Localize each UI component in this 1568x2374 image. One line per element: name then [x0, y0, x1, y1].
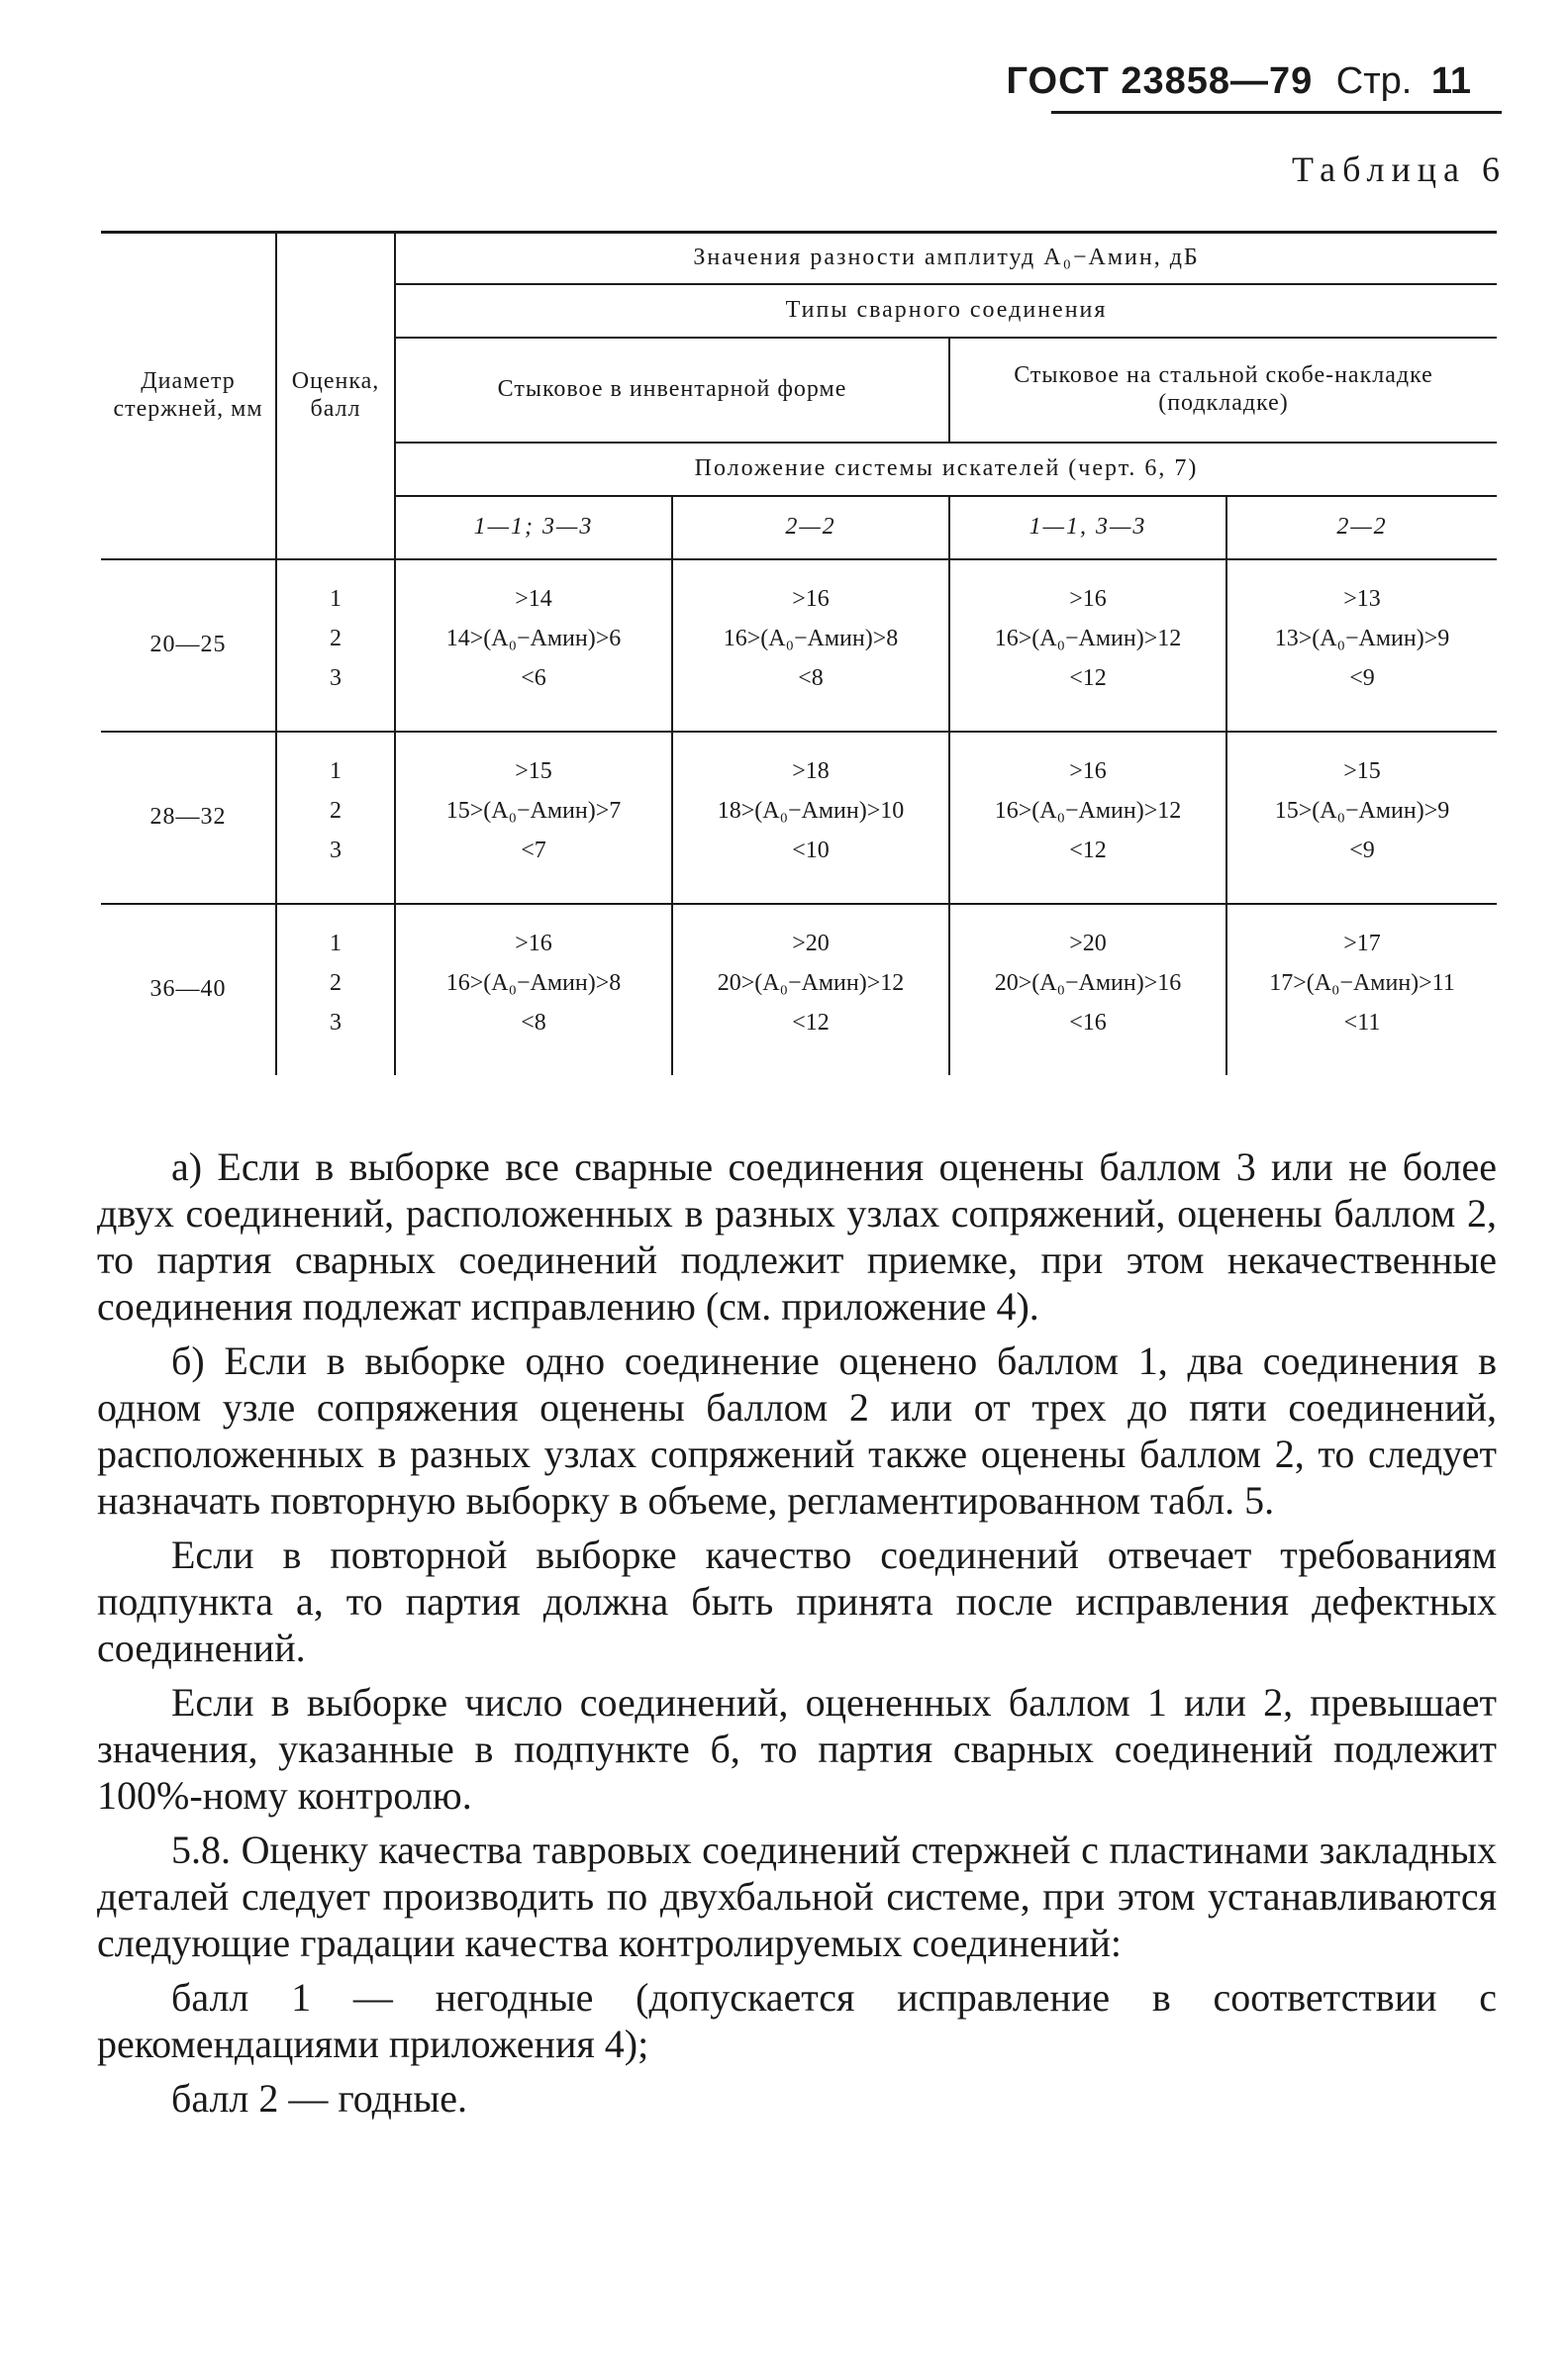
value-line: >18 [792, 758, 830, 784]
header-rule [1051, 111, 1502, 114]
type-butt-steel-bracket: Стыковое на стальной скобе-накладке (подкладке) [949, 338, 1497, 443]
value-line: <7 [521, 838, 546, 863]
table-row [101, 904, 1497, 1075]
types-header: Типы сварного соединения [395, 284, 1497, 338]
page-header [1006, 59, 1471, 103]
diameter-cell: 28—32 [101, 732, 276, 904]
value-cell [672, 904, 949, 1075]
score-value: 3 [330, 838, 342, 863]
value-cell [949, 904, 1226, 1075]
position-header: Положение системы искателей (черт. 6, 7) [395, 443, 1497, 496]
paragraph-a: а) Если в выборке все сварные соединения оценены баллом 3 или не более двух соединений, расположенных в разных узлах сопряжений, оценены баллом 2, то партия сварных соединений подлежит приемке, при этом некачественные соединения подлежат исправлению (см. приложение 4). [97, 1144, 1497, 1329]
score-value: 2 [330, 970, 342, 996]
value-line: >15 [515, 758, 552, 784]
value-line: <6 [521, 665, 546, 691]
score-value: 3 [330, 1010, 342, 1036]
score-value: 1 [330, 758, 342, 784]
value-line: 14>(A₀−Aмин)>6 [445, 626, 622, 651]
value-cell [1226, 904, 1497, 1075]
paragraph-b: б) Если в выборке одно соединение оценено баллом 1, два соединения в одном узле сопряжения оценены баллом 2 или от трех до пяти соединений, расположенных в разных узлах сопряжений также оценены баллом 2, то следует назначать повторную выборку в объеме, регламентированном табл. 5. [97, 1338, 1497, 1523]
value-line: 20>(A₀−Aмин)>16 [994, 970, 1182, 996]
value-line: 20>(A₀−Aмин)>12 [717, 970, 905, 996]
position-label: 1—1, 3—3 [949, 496, 1226, 559]
value-line: 15>(A₀−Aмин)>7 [445, 798, 622, 824]
paragraph-full-control: Если в выборке число соединений, оцененных баллом 1 или 2, превышает значения, указанные в подпункте б, то партия сварных соединений подлежит 100%-ному контролю. [97, 1680, 1497, 1818]
value-line: <8 [521, 1010, 546, 1036]
table-row [101, 559, 1497, 732]
col-header-score: Оценка, балл [276, 233, 395, 560]
grade-1-item: балл 1 — негодные (допускается исправление в соответствии с рекомендациями приложения 4); [97, 1975, 1497, 2066]
value-line: <9 [1349, 665, 1375, 691]
type-butt-inventory-form: Стыковое в инвентарной форме [395, 338, 949, 443]
position-label: 2—2 [672, 496, 949, 559]
value-cell [949, 732, 1226, 904]
values-header: Значения разности амплитуд A₀−Aмин, дБ [395, 233, 1497, 285]
value-line: <12 [1069, 838, 1107, 863]
value-line: >14 [515, 586, 552, 612]
value-cell [672, 732, 949, 904]
value-line: >16 [1069, 758, 1107, 784]
page-label: Стр. [1335, 60, 1413, 102]
page-number: 11 [1430, 60, 1471, 102]
value-line: 16>(A₀−Aмин)>12 [994, 798, 1182, 824]
position-label: 1—1; 3—3 [395, 496, 672, 559]
value-line: <10 [792, 838, 830, 863]
value-line: 17>(A₀−Aмин)>11 [1269, 970, 1455, 996]
diameter-cell: 36—40 [101, 904, 276, 1075]
value-line: >16 [1069, 586, 1107, 612]
value-line: 13>(A₀−Aмин)>9 [1274, 626, 1450, 651]
value-cell [1226, 732, 1497, 904]
value-cell [395, 559, 672, 732]
table-row [101, 732, 1497, 904]
col-header-diameter: Диаметр стержней, мм [101, 233, 276, 560]
score-cell [276, 559, 395, 732]
paragraph-5-8: 5.8. Оценку качества тавровых соединений стержней с пластинами закладных деталей следует производить по двухбальной системе, при этом устанавливаются следующие градации качества контролируемых соединений: [97, 1828, 1497, 1965]
value-line: <11 [1343, 1010, 1381, 1036]
value-line: <12 [1069, 665, 1107, 691]
score-value: 2 [330, 626, 342, 651]
score-value: 1 [330, 586, 342, 612]
paragraph-repeat-sample: Если в повторной выборке качество соединений отвечает требованиям подпункта а, то партия должна быть принята после исправления дефектных соединений. [97, 1533, 1497, 1670]
value-line: 16>(A₀−Aмин)>12 [994, 626, 1182, 651]
value-line: >20 [1069, 931, 1107, 956]
score-cell [276, 732, 395, 904]
value-cell [1226, 559, 1497, 732]
value-line: 16>(A₀−Aмин)>8 [723, 626, 899, 651]
value-line: <8 [798, 665, 824, 691]
score-value: 1 [330, 931, 342, 956]
value-line: <9 [1349, 838, 1375, 863]
value-line: >17 [1343, 931, 1381, 956]
value-line: <12 [792, 1010, 830, 1036]
value-line: >15 [1343, 758, 1381, 784]
score-value: 2 [330, 798, 342, 824]
value-cell [672, 559, 949, 732]
value-line: >20 [792, 931, 830, 956]
value-line: <16 [1069, 1010, 1107, 1036]
value-line: >16 [792, 586, 830, 612]
table-6 [101, 231, 1497, 1075]
value-cell [395, 732, 672, 904]
value-line: 18>(A₀−Aмин)>10 [717, 798, 905, 824]
value-cell [395, 904, 672, 1075]
value-line: 16>(A₀−Aмин)>8 [445, 970, 622, 996]
grade-2-item: балл 2 — годные. [171, 2076, 468, 2121]
standard-number: ГОСТ 23858—79 [1006, 60, 1314, 102]
value-line: >16 [515, 931, 552, 956]
value-line: 15>(A₀−Aмин)>9 [1274, 798, 1450, 824]
value-cell [949, 559, 1226, 732]
value-line: >13 [1343, 586, 1381, 612]
score-cell [276, 904, 395, 1075]
score-value: 3 [330, 665, 342, 691]
diameter-cell: 20—25 [101, 559, 276, 732]
body-text [97, 1143, 1497, 2129]
table-caption: Таблица 6 [1292, 149, 1507, 189]
position-label: 2—2 [1226, 496, 1497, 559]
